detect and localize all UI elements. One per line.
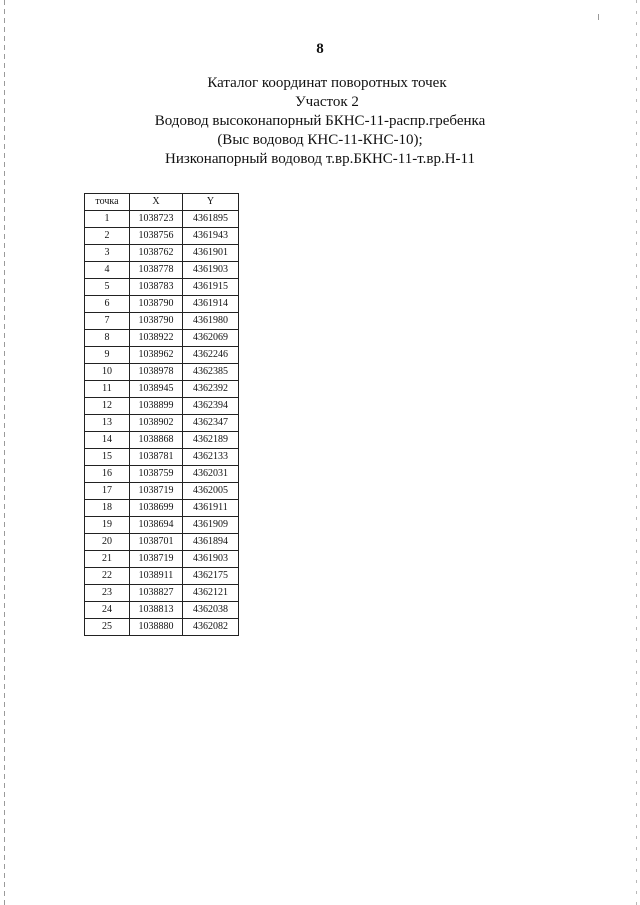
table-row — [85, 568, 239, 585]
y-cell: 4362038 — [183, 602, 239, 619]
table-row — [85, 347, 239, 364]
y-cell: 4362385 — [183, 364, 239, 381]
title-line-section: Участок 2 — [295, 94, 359, 110]
x-cell: 1038978 — [130, 364, 183, 381]
y-cell: 4362394 — [183, 398, 239, 415]
table-row — [85, 245, 239, 262]
point-cell: 15 — [85, 449, 130, 466]
point-cell: 25 — [85, 619, 130, 636]
header-x: X — [130, 194, 183, 211]
point-cell: 2 — [85, 228, 130, 245]
point-cell: 5 — [85, 279, 130, 296]
point-cell: 20 — [85, 534, 130, 551]
point-cell: 11 — [85, 381, 130, 398]
x-cell: 1038759 — [130, 466, 183, 483]
point-cell: 18 — [85, 500, 130, 517]
table-row — [85, 381, 239, 398]
y-cell: 4361943 — [183, 228, 239, 245]
header-point: точка — [85, 194, 130, 211]
point-cell: 24 — [85, 602, 130, 619]
x-cell: 1038701 — [130, 534, 183, 551]
document-title — [0, 74, 640, 169]
table-row — [85, 364, 239, 381]
y-cell: 4362069 — [183, 330, 239, 347]
table-row — [85, 551, 239, 568]
y-cell: 4362133 — [183, 449, 239, 466]
page-number: 8 — [316, 41, 324, 57]
point-cell: 6 — [85, 296, 130, 313]
scan-speck — [598, 14, 599, 20]
y-cell: 4362347 — [183, 415, 239, 432]
title-line-catalog: Каталог координат поворотных точек — [207, 75, 447, 91]
x-cell: 1038719 — [130, 551, 183, 568]
y-cell: 4362005 — [183, 483, 239, 500]
y-cell: 4361903 — [183, 551, 239, 568]
x-cell: 1038762 — [130, 245, 183, 262]
table-header-row — [85, 194, 239, 211]
point-cell: 7 — [85, 313, 130, 330]
table-row — [85, 585, 239, 602]
y-cell: 4362121 — [183, 585, 239, 602]
x-cell: 1038790 — [130, 313, 183, 330]
y-cell: 4362246 — [183, 347, 239, 364]
table-row — [85, 279, 239, 296]
y-cell: 4361894 — [183, 534, 239, 551]
x-cell: 1038783 — [130, 279, 183, 296]
table-body — [85, 211, 239, 636]
y-cell: 4362175 — [183, 568, 239, 585]
point-cell: 12 — [85, 398, 130, 415]
point-cell: 10 — [85, 364, 130, 381]
x-cell: 1038827 — [130, 585, 183, 602]
x-cell: 1038694 — [130, 517, 183, 534]
title-line-high-pressure: Водовод высоконапорный БКНС-11-распр.гребенка — [154, 113, 486, 129]
table-row — [85, 432, 239, 449]
table-row — [85, 449, 239, 466]
y-cell: 4362031 — [183, 466, 239, 483]
x-cell: 1038813 — [130, 602, 183, 619]
x-cell: 1038790 — [130, 296, 183, 313]
table-row — [85, 500, 239, 517]
table-row — [85, 466, 239, 483]
table-row — [85, 330, 239, 347]
y-cell: 4361911 — [183, 500, 239, 517]
header-y: Y — [183, 194, 239, 211]
coordinates-table — [84, 193, 239, 636]
y-cell: 4361903 — [183, 262, 239, 279]
y-cell: 4361980 — [183, 313, 239, 330]
title-line-low-pressure: Низконапорный водовод т.вр.БКНС-11-т.вр.Н-11 — [165, 151, 475, 167]
table-row — [85, 602, 239, 619]
table-row — [85, 483, 239, 500]
table-row — [85, 228, 239, 245]
point-cell: 9 — [85, 347, 130, 364]
x-cell: 1038778 — [130, 262, 183, 279]
y-cell: 4361895 — [183, 211, 239, 228]
x-cell: 1038962 — [130, 347, 183, 364]
y-cell: 4362189 — [183, 432, 239, 449]
table-row — [85, 262, 239, 279]
table-row — [85, 415, 239, 432]
point-cell: 1 — [85, 211, 130, 228]
x-cell: 1038756 — [130, 228, 183, 245]
x-cell: 1038922 — [130, 330, 183, 347]
table-row — [85, 313, 239, 330]
title-line-alt-name: (Выс водовод КНС-11-КНС-10); — [217, 132, 423, 148]
point-cell: 13 — [85, 415, 130, 432]
x-cell: 1038723 — [130, 211, 183, 228]
x-cell: 1038899 — [130, 398, 183, 415]
point-cell: 17 — [85, 483, 130, 500]
y-cell: 4361909 — [183, 517, 239, 534]
point-cell: 8 — [85, 330, 130, 347]
point-cell: 3 — [85, 245, 130, 262]
point-cell: 23 — [85, 585, 130, 602]
table-row — [85, 619, 239, 636]
x-cell: 1038911 — [130, 568, 183, 585]
point-cell: 16 — [85, 466, 130, 483]
x-cell: 1038781 — [130, 449, 183, 466]
point-cell: 19 — [85, 517, 130, 534]
point-cell: 4 — [85, 262, 130, 279]
x-cell: 1038868 — [130, 432, 183, 449]
x-cell: 1038880 — [130, 619, 183, 636]
x-cell: 1038699 — [130, 500, 183, 517]
x-cell: 1038945 — [130, 381, 183, 398]
point-cell: 22 — [85, 568, 130, 585]
table-row — [85, 534, 239, 551]
point-cell: 21 — [85, 551, 130, 568]
x-cell: 1038719 — [130, 483, 183, 500]
point-cell: 14 — [85, 432, 130, 449]
x-cell: 1038902 — [130, 415, 183, 432]
table-row — [85, 211, 239, 228]
table-row — [85, 296, 239, 313]
y-cell: 4362082 — [183, 619, 239, 636]
y-cell: 4361914 — [183, 296, 239, 313]
y-cell: 4362392 — [183, 381, 239, 398]
table-row — [85, 517, 239, 534]
y-cell: 4361901 — [183, 245, 239, 262]
table-row — [85, 398, 239, 415]
y-cell: 4361915 — [183, 279, 239, 296]
